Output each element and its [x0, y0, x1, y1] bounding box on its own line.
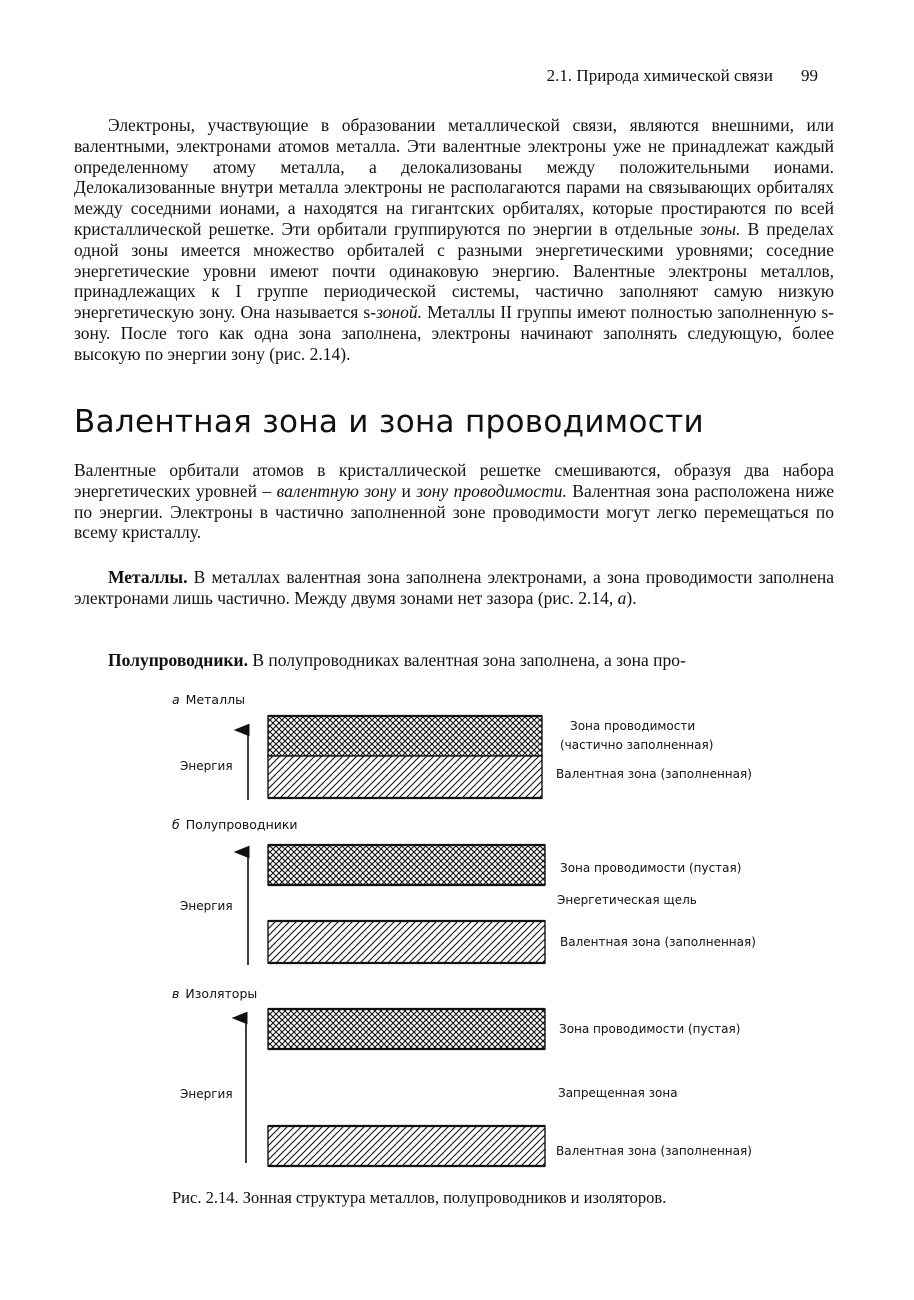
- panel-a-title: Металлы: [185, 692, 245, 707]
- band-structure-figure: [0, 680, 914, 1200]
- svg-text:вИзоляторы: [172, 986, 257, 1001]
- panel-semiconductors: [172, 817, 756, 965]
- paragraph-metals: Металлы. В металлах валентная зона заполнена электронами, а зона проводимости заполнена электронами лишь частично. Между двумя зонами нет зазора (рис. 2.14, а).: [74, 567, 834, 608]
- valence-label: Валентная зона (заполненная): [556, 767, 752, 781]
- running-header: [547, 66, 818, 86]
- gap-label: Запрещенная зона: [558, 1086, 678, 1100]
- panel-metals: [172, 692, 752, 800]
- conduction-label-note: (частично заполненная): [560, 738, 714, 752]
- valence-label: Валентная зона (заполненная): [556, 1144, 752, 1158]
- panel-insulators: [172, 986, 752, 1166]
- paragraph-metallic-bond: Электроны, участвующие в образовании металлической связи, являются внешними, или валентными, электронами атомов металла. Эти валентные электроны уже не принадлежат каждый определенному атому металла, а делокализованы между положительными ионами. Делокализованные внутри металла электроны не располагаются парами на связывающих орбиталях между соседними ионами, а находятся на гигантских орбиталях, которые простираются по всей кристаллической решетке. Эти орбитали группируются по энергии в отдельные зоны. В пределах одной зоны имеется множество орбиталей с разными энергетическими уровнями; соседние энергетические уровни имеют почти одинаковую энергию. Валентные электроны металлов, принадлежащих к I группе периодической системы, частично заполняют самую низкую энергетическую зону. Она называется s-зоной. Металлы II группы имеют полностью заполненную s-зону. После того как одна зона заполнена, электроны начинают заполнять следующую, более высокую по энергии зону (рис. 2.14).: [74, 115, 835, 364]
- conduction-band: [268, 845, 545, 885]
- figure-caption: Рис. 2.14. Зонная структура металлов, полупроводников и изоляторов.: [172, 1188, 667, 1207]
- paragraph-valence-band: Валентные орбитали атомов в кристаллической решетке смешиваются, образуя два набора энергетических уровней – валентную зону и зону проводимости. Валентная зона расположена ниже по энергии. Электроны в частично заполненной зоне проводимости могут легко перемещаться по всему кристаллу.: [74, 460, 835, 543]
- page-number: 99: [801, 66, 818, 85]
- gap-label: Энергетическая щель: [557, 893, 697, 907]
- valence-band: [268, 756, 542, 798]
- panel-c-letter: в: [172, 986, 180, 1001]
- panel-b-letter: б: [172, 817, 180, 832]
- conduction-band: [268, 1009, 545, 1049]
- valence-band: [268, 921, 545, 963]
- conduction-label: Зона проводимости (пустая): [560, 861, 742, 875]
- panel-a-letter: а: [172, 692, 180, 707]
- conduction-label: Зона проводимости: [570, 719, 696, 733]
- panel-c-title: Изоляторы: [185, 986, 258, 1001]
- paragraph-semiconductors: Полупроводники. В полупроводниках валентная зона заполнена, а зона про-: [108, 650, 686, 670]
- energy-label: Энергия: [180, 899, 233, 913]
- section-heading: Валентная зона и зона проводимости: [74, 404, 704, 440]
- svg-text:бПолупроводники: [172, 817, 298, 832]
- valence-band: [268, 1126, 545, 1166]
- conduction-label: Зона проводимости (пустая): [559, 1022, 741, 1036]
- panel-b-title: Полупроводники: [185, 817, 298, 832]
- svg-text:аМеталлы: [172, 692, 245, 707]
- valence-label: Валентная зона (заполненная): [560, 935, 756, 949]
- energy-label: Энергия: [180, 759, 233, 773]
- energy-label: Энергия: [180, 1087, 233, 1101]
- conduction-band: [268, 716, 542, 756]
- section-title: 2.1. Природа химической связи: [546, 66, 773, 85]
